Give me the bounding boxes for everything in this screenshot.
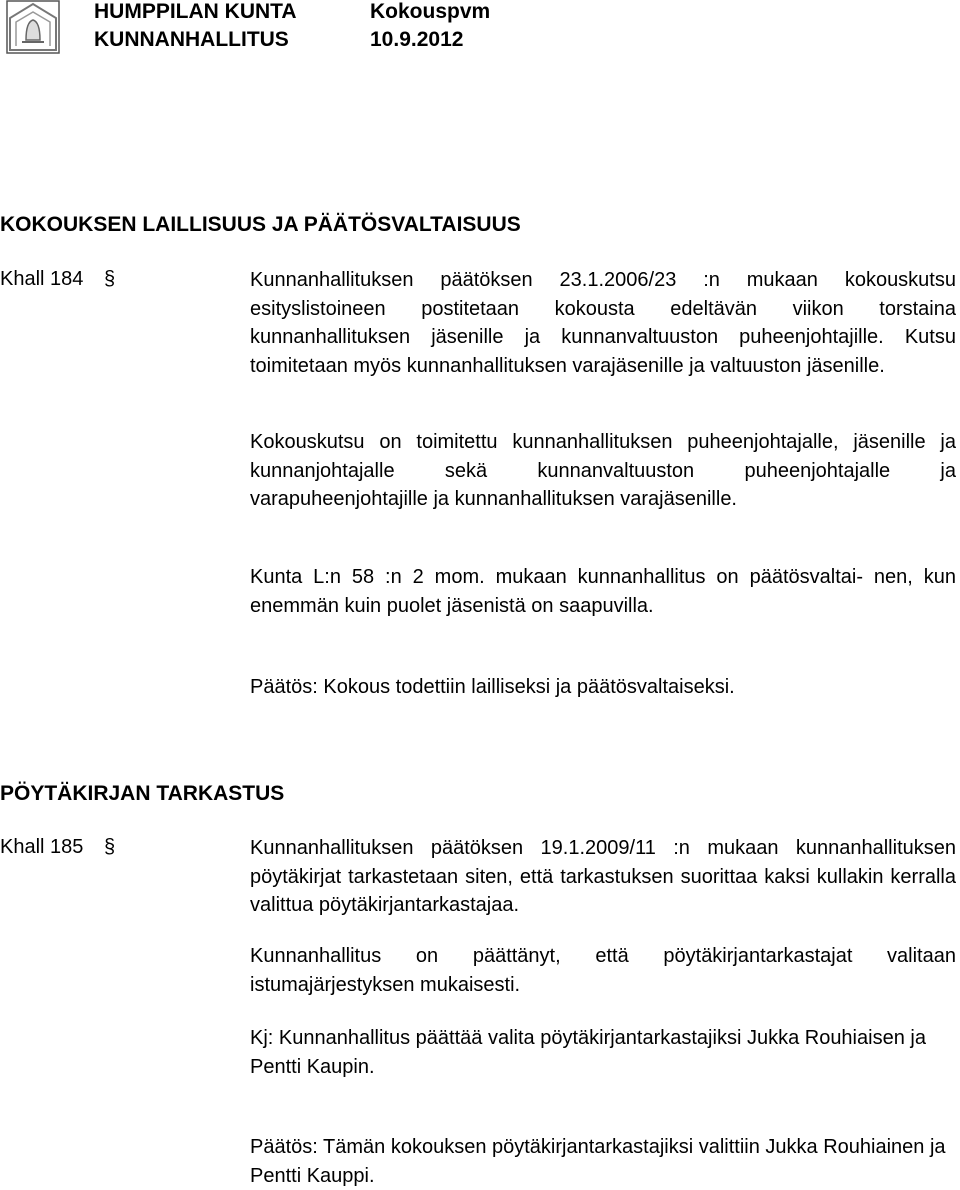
- section-title-laillisuus: KOKOUKSEN LAILLISUUS JA PÄÄTÖSVALTAISUUS: [0, 213, 521, 236]
- paragraph-paatos-184: Päätös: Kokous todettiin lailliseksi ja päätösvaltaiseksi.: [250, 676, 735, 698]
- section-ref-khall-184: Khall 184: [0, 268, 84, 290]
- paragraph-kj-ehdotus: Kj: Kunnanhallitus päättää valita pöytäkirjantarkastajiksi Jukka Rouhiaisen ja Pentti Kaupin.: [250, 1027, 926, 1078]
- paragraph-tarkastus-practice: Kunnanhallituksen päätöksen 19.1.2009/11 :n mukaan kunnanhallituksen pöytäkirjat tarkastetaan siten, että tarkastuksen suorittaa kaksi kullakin kerralla valittua pöytäkirjantarkastajaa.: [250, 837, 956, 916]
- header-date: 10.9.2012: [370, 28, 464, 51]
- section-title-tarkastus: PÖYTÄKIRJAN TARKASTUS: [0, 782, 285, 805]
- section-ref-khall-185: Khall 185: [0, 836, 84, 858]
- municipality-logo-icon: [6, 0, 60, 54]
- header-organization: HUMPPILAN KUNTA: [94, 0, 297, 23]
- header-date-label: Kokouspvm: [370, 0, 491, 23]
- paragraph-istumajarjestys: Kunnanhallitus on päättänyt, että pöytäkirjantarkastajat valitaan istumajärjestyksen mukaisesti.: [250, 945, 956, 996]
- paragraph-kuntalaki: Kunta L:n 58 :n 2 mom. mukaan kunnanhallitus on päätösvaltai- nen, kun enemmän kuin puolet jäsenistä on saapuvilla.: [250, 566, 956, 617]
- paragraph-kokouskutsu-practice: Kunnanhallituksen päätöksen 23.1.2006/23 :n mukaan kokouskutsu esityslistoineen postitetaan kokousta edeltävän viikon torstaina kunnanhallituksen jäsenille ja kunnanvaltuuston puheenjohtajille. Kutsu toimitetaan myös kunnanhallituksen varajäsenille ja valtuuston jäsenille.: [250, 269, 956, 377]
- paragraph-paatos-185: Päätös: Tämän kokouksen pöytäkirjantarkastajiksi valittiin Jukka Rouhiainen ja Pentti Kauppi.: [250, 1136, 946, 1187]
- section-sign-icon: §: [104, 268, 116, 290]
- header-department: KUNNANHALLITUS: [94, 28, 289, 51]
- section-sign-icon: §: [104, 836, 116, 858]
- paragraph-kokouskutsu-sent: Kokouskutsu on toimitettu kunnanhallituksen puheenjohtajalle, jäsenille ja kunnanjohtajalle sekä kunnanvaltuuston puheenjohtajalle ja varapuheenjohtajille ja kunnanhallituksen varajäsenille.: [250, 431, 956, 510]
